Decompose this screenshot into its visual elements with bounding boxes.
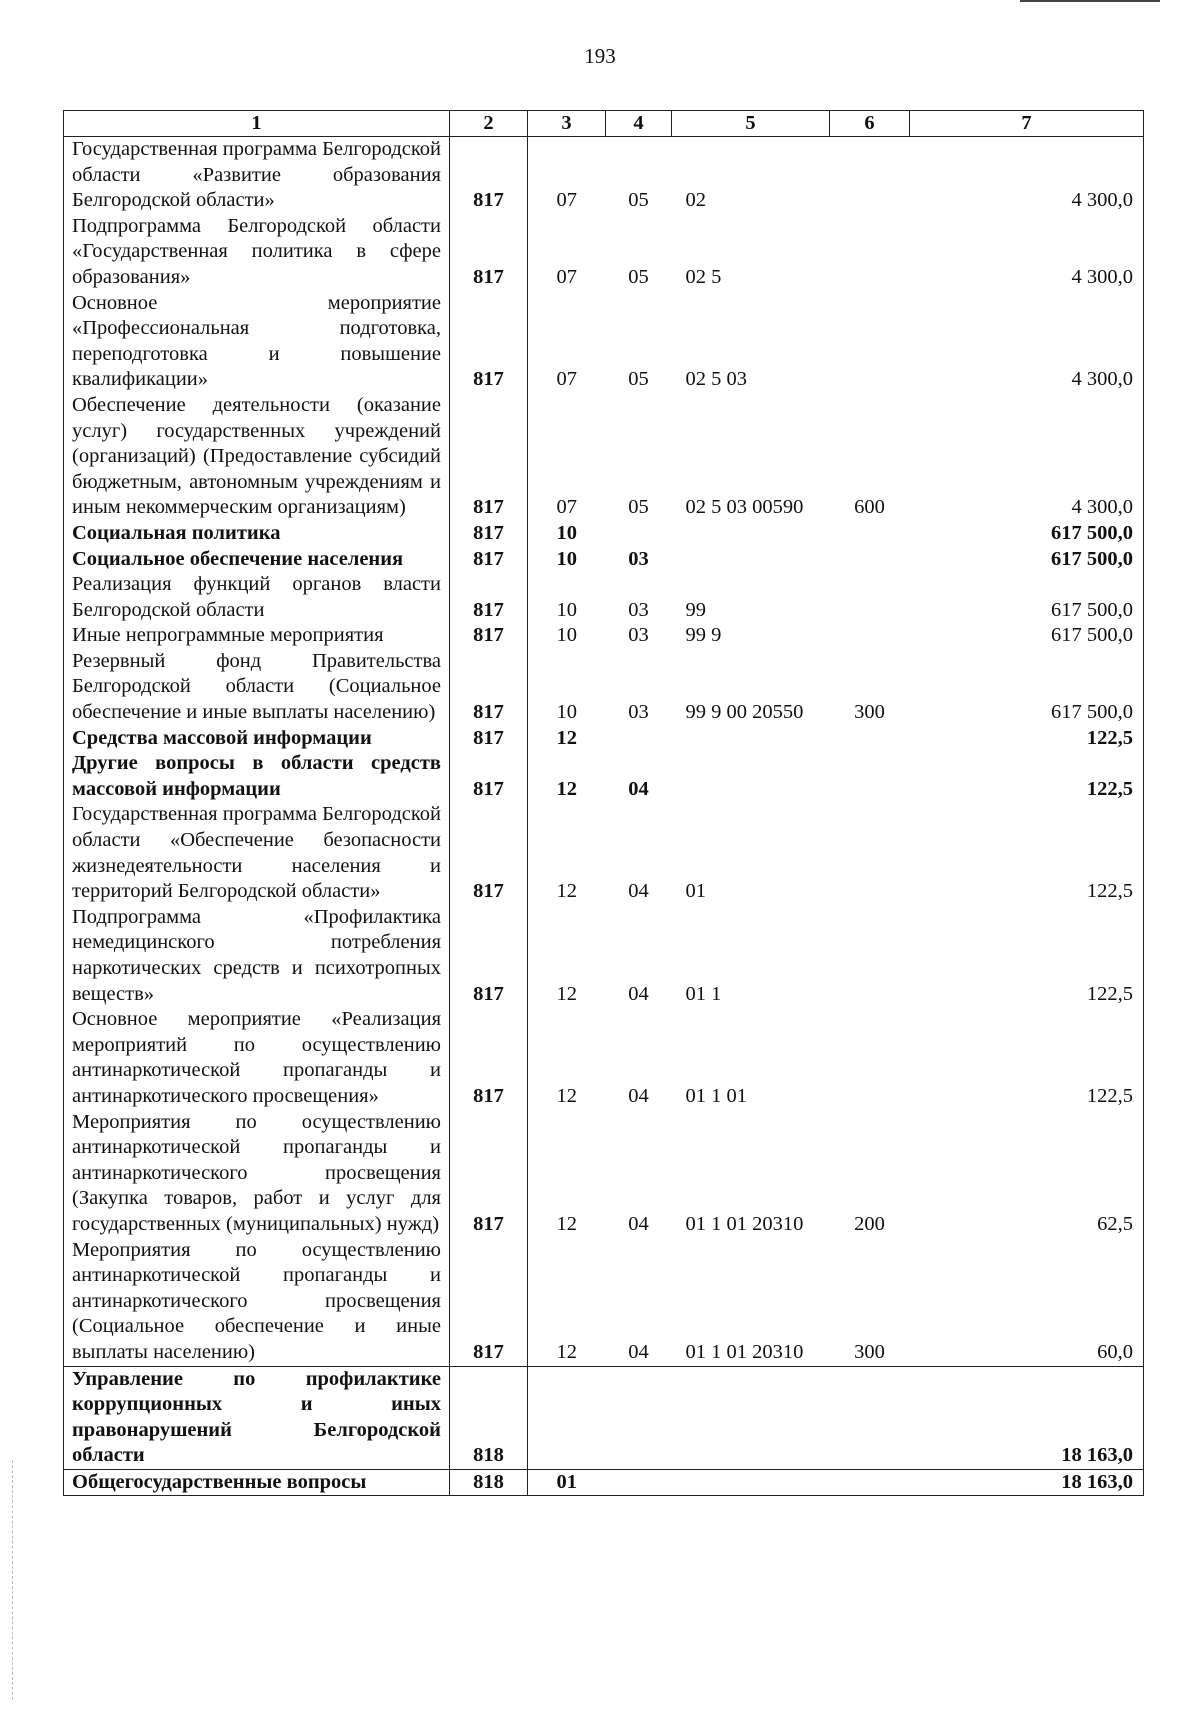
table-row: [64, 1007, 1144, 1109]
header-col-2: 2: [450, 111, 528, 137]
table-row: [64, 393, 1144, 521]
table-row: [64, 1469, 1144, 1496]
header-col-4: 4: [606, 111, 672, 137]
table-row: [64, 137, 1144, 214]
table-row: [64, 521, 1144, 547]
table-row: [64, 623, 1144, 649]
row-expense-type: [830, 726, 910, 752]
row-expense-type: [830, 572, 910, 623]
table-row: [64, 649, 1144, 726]
row-expense-type: 300: [854, 1340, 885, 1363]
row-amount: 617 500,0: [910, 572, 1144, 623]
row-target-article: 01 1 01 20310: [685, 1212, 804, 1235]
row-expense-type: [830, 521, 910, 547]
row-section: 07: [556, 189, 577, 212]
table-body: [64, 137, 1144, 1496]
row-section: 10: [556, 701, 577, 724]
row-expense-type: 200: [854, 1212, 885, 1235]
row-target-article: 01 1: [685, 982, 722, 1005]
row-subsection: 05: [628, 368, 649, 391]
table-row: [64, 547, 1144, 573]
row-expense-type: [830, 137, 910, 214]
row-target-article: [672, 726, 830, 752]
row-admin-code: 817: [450, 521, 528, 547]
row-section: 10: [556, 547, 577, 570]
header-col-5: 5: [672, 111, 830, 137]
row-amount: 4 300,0: [910, 291, 1144, 393]
row-target-article: 99 9 00 20550: [685, 701, 804, 724]
row-admin-code: 817: [450, 623, 528, 649]
row-section: 12: [556, 777, 577, 800]
row-target-article: 02 5 03: [685, 368, 747, 391]
row-admin-code: 817: [450, 291, 528, 393]
row-subsection: 04: [628, 1084, 649, 1107]
row-amount: 122,5: [910, 905, 1144, 1007]
row-amount: 4 300,0: [910, 393, 1144, 521]
row-target-article: [672, 521, 830, 547]
row-name: Другие вопросы в области средств массовой информации: [64, 751, 450, 802]
row-admin-code: 817: [450, 751, 528, 802]
header-col-7: 7: [910, 111, 1144, 137]
row-amount: 122,5: [910, 802, 1144, 904]
row-section: 10: [556, 624, 577, 647]
row-expense-type: [830, 623, 910, 649]
row-amount: 617 500,0: [910, 521, 1144, 547]
row-admin-code: 817: [450, 726, 528, 752]
row-name: Иные непрограммные мероприятия: [64, 623, 450, 649]
row-admin-code: 817: [450, 905, 528, 1007]
row-expense-type: [830, 547, 910, 573]
row-section: 10: [556, 598, 577, 621]
row-target-article: [672, 751, 830, 802]
row-section: 12: [556, 880, 577, 903]
row-name: Социальное обеспечение населения: [64, 547, 450, 573]
row-name: Подпрограмма Белгородской области «Государственная политика в сфере образования»: [64, 214, 450, 291]
row-subsection: 05: [628, 189, 649, 212]
row-amount: 18 163,0: [910, 1469, 1144, 1496]
row-expense-type: [830, 802, 910, 904]
row-section: [528, 1366, 606, 1469]
page-number: 193: [584, 44, 616, 68]
row-admin-code: 817: [450, 572, 528, 623]
row-section: 12: [556, 726, 577, 749]
row-subsection: 04: [628, 880, 649, 903]
row-expense-type: [830, 1366, 910, 1469]
row-admin-code: 817: [450, 1238, 528, 1366]
row-expense-type: [830, 905, 910, 1007]
row-subsection: 04: [628, 1212, 649, 1235]
row-name: Реализация функций органов власти Белгородской области: [64, 572, 450, 623]
row-section: 07: [556, 368, 577, 391]
row-target-article: 02 5 03 00590: [685, 496, 804, 519]
row-target-article: 99 9: [685, 624, 722, 647]
row-amount: 62,5: [910, 1110, 1144, 1238]
header-col-6: 6: [830, 111, 910, 137]
row-target-article: 01 1 01 20310: [685, 1340, 804, 1363]
row-name: Социальная политика: [64, 521, 450, 547]
budget-table-wrapper: [63, 110, 1143, 1496]
row-name: Резервный фонд Правительства Белгородской области (Социальное обеспечение и иные выплаты населению): [64, 649, 450, 726]
row-admin-code: 817: [450, 547, 528, 573]
table-row: [64, 291, 1144, 393]
row-expense-type: [830, 751, 910, 802]
row-section: 01: [528, 1469, 606, 1496]
row-admin-code: 817: [450, 137, 528, 214]
row-subsection: [606, 1366, 672, 1469]
row-subsection: 05: [628, 496, 649, 519]
row-section: 10: [556, 521, 577, 544]
header-row: [64, 111, 1144, 137]
row-amount: 18 163,0: [910, 1366, 1144, 1469]
row-target-article: [672, 1366, 830, 1469]
row-amount: 122,5: [910, 726, 1144, 752]
row-name: Подпрограмма «Профилактика немедицинского потребления наркотических средств и психотропных веществ»: [64, 905, 450, 1007]
row-subsection: [606, 1469, 672, 1496]
table-row: [64, 905, 1144, 1007]
row-subsection: [606, 726, 672, 752]
row-subsection: 03: [628, 624, 649, 647]
table-row: [64, 1366, 1144, 1469]
row-subsection: 03: [628, 598, 649, 621]
top-rule: [1020, 0, 1160, 2]
row-name: Основное мероприятие «Реализация мероприятий по осуществлению антинаркотической пропаганды и антинаркотического просвещения»: [64, 1007, 450, 1109]
table-row: [64, 214, 1144, 291]
row-expense-type: 300: [854, 701, 885, 724]
row-admin-code: 817: [450, 1007, 528, 1109]
row-subsection: 03: [628, 547, 649, 570]
header-col-1: 1: [64, 111, 450, 137]
row-admin-code: 818: [450, 1469, 528, 1496]
row-name: Основное мероприятие «Профессиональная подготовка, переподготовка и повышение квалификации»: [64, 291, 450, 393]
row-name: Мероприятия по осуществлению антинаркотической пропаганды и антинаркотического просвещения (Закупка товаров, работ и услуг для государственных (муниципальных) нужд): [64, 1110, 450, 1238]
row-section: 12: [556, 1084, 577, 1107]
row-subsection: 04: [628, 982, 649, 1005]
row-name: Государственная программа Белгородской области «Обеспечение безопасности жизнедеятельности населения и территорий Белгородской области»: [64, 802, 450, 904]
row-amount: 617 500,0: [910, 623, 1144, 649]
row-target-article: [672, 1469, 830, 1496]
row-expense-type: [830, 291, 910, 393]
row-subsection: 04: [628, 777, 649, 800]
table-row: [64, 572, 1144, 623]
row-target-article: 02 5: [685, 265, 722, 288]
row-target-article: 01 1 01: [685, 1084, 747, 1107]
row-name: Средства массовой информации: [64, 726, 450, 752]
table-row: [64, 802, 1144, 904]
table-row: [64, 1110, 1144, 1238]
row-section: 07: [556, 496, 577, 519]
row-amount: 122,5: [910, 751, 1144, 802]
row-expense-type: [830, 1469, 910, 1496]
row-name: Мероприятия по осуществлению антинаркотической пропаганды и антинаркотического просвещения (Социальное обеспечение и иные выплаты населению): [64, 1238, 450, 1366]
row-section: 12: [556, 1212, 577, 1235]
row-name: Общегосударственные вопросы: [64, 1469, 450, 1496]
row-admin-code: 817: [450, 649, 528, 726]
row-expense-type: [830, 214, 910, 291]
row-admin-code: 817: [450, 214, 528, 291]
row-target-article: 01: [685, 880, 706, 903]
row-section: 12: [556, 982, 577, 1005]
row-target-article: 99: [685, 598, 706, 621]
header-col-3: 3: [528, 111, 606, 137]
row-subsection: [606, 521, 672, 547]
row-target-article: 02: [685, 189, 706, 212]
table-row: [64, 751, 1144, 802]
row-name: Обеспечение деятельности (оказание услуг) государственных учреждений (организаций) (Предоставление субсидий бюджетным, автономным учреждениям и иным некоммерческим организациям): [64, 393, 450, 521]
row-subsection: 05: [628, 265, 649, 288]
row-name: Управление по профилактике коррупционных и иных правонарушений Белгородской области: [64, 1366, 450, 1469]
table-row: [64, 1238, 1144, 1366]
row-amount: 60,0: [910, 1238, 1144, 1366]
row-name: Государственная программа Белгородской области «Развитие образования Белгородской области»: [64, 137, 450, 214]
margin-mark: [12, 1460, 13, 1700]
row-target-article: [672, 547, 830, 573]
row-subsection: 04: [628, 1340, 649, 1363]
row-section: 07: [556, 265, 577, 288]
budget-table: [63, 110, 1144, 1496]
row-admin-code: 817: [450, 1110, 528, 1238]
row-admin-code: 817: [450, 393, 528, 521]
table-row: [64, 726, 1144, 752]
row-amount: 4 300,0: [910, 137, 1144, 214]
row-admin-code: 817: [450, 802, 528, 904]
row-amount: 617 500,0: [910, 547, 1144, 573]
row-amount: 617 500,0: [910, 649, 1144, 726]
row-admin-code: 818: [450, 1366, 528, 1469]
row-subsection: 03: [628, 701, 649, 724]
row-expense-type: [830, 1007, 910, 1109]
row-amount: 122,5: [910, 1007, 1144, 1109]
row-amount: 4 300,0: [910, 214, 1144, 291]
row-section: 12: [556, 1340, 577, 1363]
row-expense-type: 600: [854, 496, 885, 519]
